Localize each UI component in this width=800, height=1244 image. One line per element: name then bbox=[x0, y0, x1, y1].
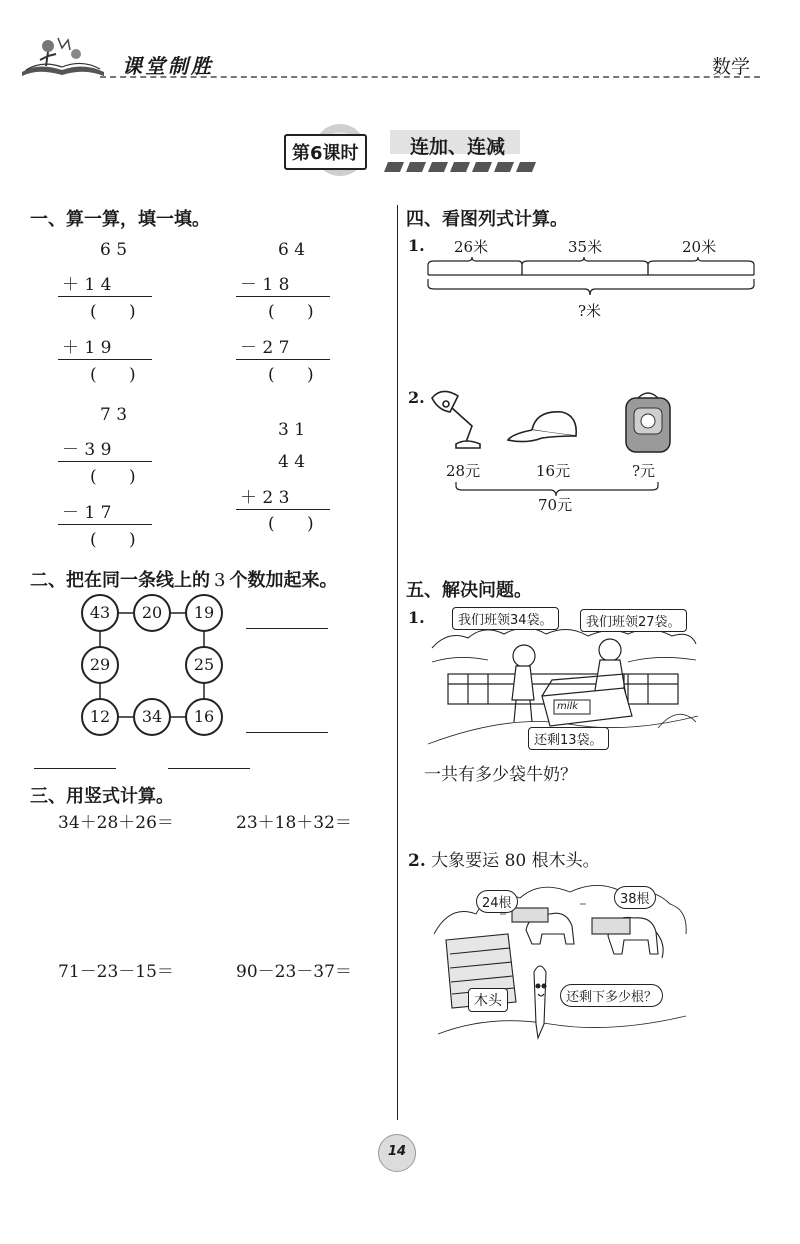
s1c-blank2: ( ) bbox=[90, 530, 136, 550]
circle-number: 25 bbox=[185, 646, 223, 684]
s1b-top: 6 4 bbox=[278, 240, 306, 260]
s1b-blank1: ( ) bbox=[268, 302, 314, 322]
circle-number: 19 bbox=[185, 594, 223, 632]
section5-heading: 五、解决问题。 bbox=[406, 580, 532, 601]
s4-seg2-label: 35米 bbox=[568, 238, 603, 256]
s1a-top: 6 5 bbox=[100, 240, 128, 260]
speech-bubble-3: 还剩13袋。 bbox=[528, 727, 609, 750]
s1a-op2: ＋ 1 9 bbox=[62, 338, 112, 358]
s1a-blank1: ( ) bbox=[90, 302, 136, 322]
section2-heading-num: 3 bbox=[214, 570, 226, 591]
s5-q1-question: 一共有多少袋牛奶？ bbox=[424, 765, 577, 785]
s5-q2-text bbox=[408, 846, 600, 871]
circle-number: 16 bbox=[185, 698, 223, 736]
log-bubble-1: 24根 bbox=[476, 890, 518, 913]
s1d-n3: ＋ 2 3 bbox=[240, 488, 290, 508]
circle-number: 29 bbox=[81, 646, 119, 684]
s5-q2-text-a: 大象要运 bbox=[431, 851, 500, 871]
s3-expr-4: 90－23－37＝ bbox=[236, 962, 352, 982]
s4-price3: ?元 bbox=[632, 462, 656, 480]
backpack-icon bbox=[620, 390, 676, 456]
book-title: 课堂制胜 bbox=[122, 54, 214, 78]
speech-bubble-1: 我们班领34袋。 bbox=[452, 607, 559, 630]
s1d-n1: 3 1 bbox=[278, 420, 306, 440]
wood-sign: 木头 bbox=[468, 988, 508, 1012]
log-bubble-2: 38根 bbox=[614, 886, 656, 909]
s1b-op2: － 2 7 bbox=[240, 338, 290, 358]
answer-line-top[interactable] bbox=[246, 628, 328, 629]
s5-q1-num: 1. bbox=[408, 608, 425, 627]
circle-number: 43 bbox=[81, 594, 119, 632]
section2-heading-a: 二、把在同一条线上的 bbox=[30, 570, 210, 591]
s1c-blank1: ( ) bbox=[90, 467, 136, 487]
s5-q2-text-num: 80 bbox=[504, 851, 527, 871]
lesson-label: 第6课时 bbox=[284, 134, 367, 170]
circle-number: 20 bbox=[133, 594, 171, 632]
s3-expr-1: 34＋28＋26＝ bbox=[58, 813, 174, 833]
lamp-icon bbox=[426, 386, 496, 456]
s3-expr-2: 23＋18＋32＝ bbox=[236, 813, 352, 833]
subject-label: 数学 bbox=[712, 56, 751, 78]
section3-heading: 三、用竖式计算。 bbox=[30, 786, 174, 807]
s3-expr-3: 71－23－15＝ bbox=[58, 962, 174, 982]
s4-q2-num: 2. bbox=[408, 388, 425, 407]
s1b-blank2: ( ) bbox=[268, 365, 314, 385]
s1b-op1: － 1 8 bbox=[240, 275, 290, 295]
page-number: 14 bbox=[387, 1144, 407, 1159]
s1c-top: 7 3 bbox=[100, 405, 128, 425]
s4-seg1-label: 26米 bbox=[454, 238, 489, 256]
page-number-badge bbox=[378, 1134, 416, 1172]
s1c-op2: － 1 7 bbox=[62, 503, 112, 523]
s5-q2-num: 2. bbox=[408, 851, 426, 871]
s1d-blank: ( ) bbox=[268, 514, 314, 534]
lesson-title: 连加、连减 bbox=[410, 136, 506, 158]
s4-price2: 16元 bbox=[536, 462, 571, 480]
s1a-op1: ＋ 1 4 bbox=[62, 275, 112, 295]
length-brace-diagram bbox=[420, 255, 765, 300]
s1a-blank2: ( ) bbox=[90, 365, 136, 385]
log-bubble-3: 还剩下多少根？ bbox=[560, 984, 663, 1007]
section1-heading: 一、算一算，填一填。 bbox=[30, 209, 210, 230]
s4-q1-num: 1. bbox=[408, 236, 425, 255]
milk-box-label: milk bbox=[557, 701, 579, 712]
section2-heading-b: 个数加起来。 bbox=[229, 570, 338, 591]
s1c-op1: － 3 9 bbox=[62, 440, 112, 460]
s1d-n2: 4 4 bbox=[278, 452, 306, 472]
answer-line-bottom[interactable] bbox=[246, 732, 328, 733]
answer-line-left[interactable] bbox=[34, 768, 116, 769]
s5-q2-text-b: 根木头。 bbox=[531, 851, 600, 871]
s4-price1: 28元 bbox=[446, 462, 481, 480]
circle-number: 34 bbox=[133, 698, 171, 736]
s4-total-label: ?米 bbox=[578, 302, 602, 320]
s4-seg3-label: 20米 bbox=[682, 238, 717, 256]
speech-bubble-2: 我们班领27袋。 bbox=[580, 609, 687, 632]
circle-number: 12 bbox=[81, 698, 119, 736]
cap-icon bbox=[506, 408, 582, 448]
s4-price-total: 70元 bbox=[538, 496, 573, 514]
section4-heading: 四、看图列式计算。 bbox=[406, 209, 568, 230]
answer-line-middle[interactable] bbox=[168, 768, 250, 769]
